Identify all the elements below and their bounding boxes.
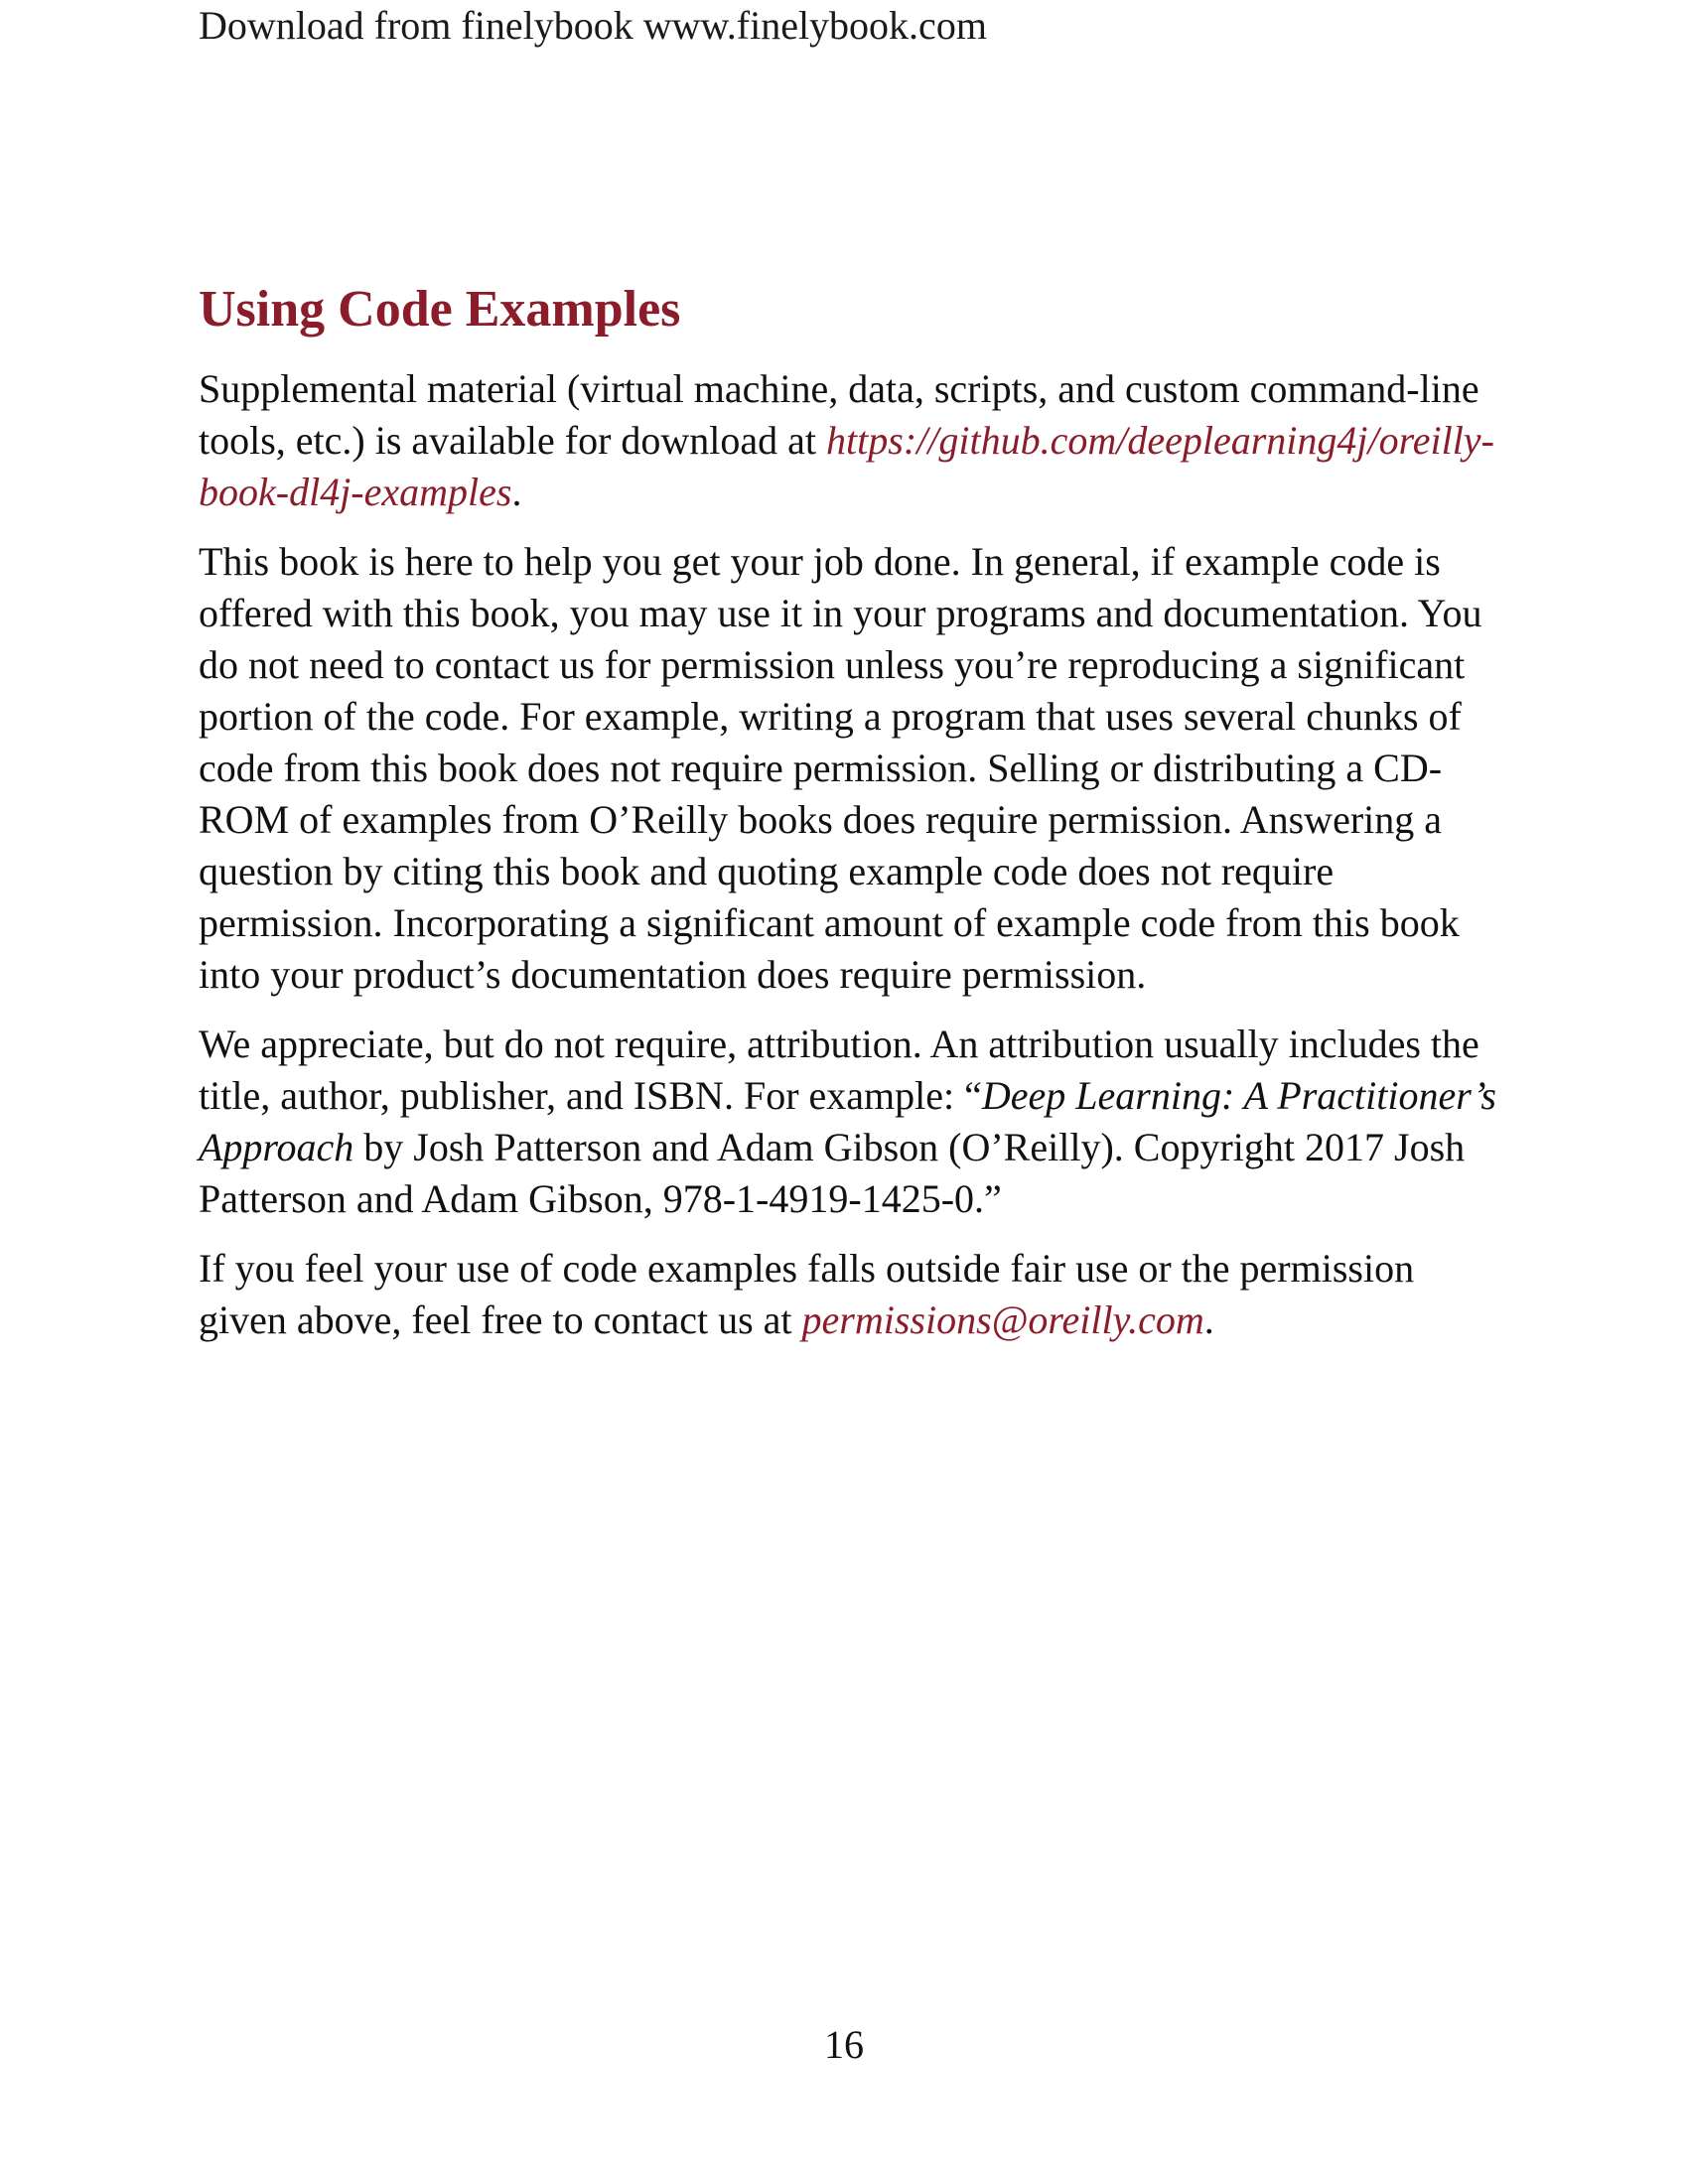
download-header: Download from finelybook www.finelybook.com xyxy=(199,3,987,48)
book-title: Deep Learning: A Practitioner’s Approach xyxy=(199,1073,1496,1169)
supplemental-text: Supplemental material (virtual machine, data, scripts, and custom command-line tools, etc.) is available for download at xyxy=(199,366,1479,463)
paragraph-permissions xyxy=(199,1243,1499,1346)
permissions-email-link[interactable]: permissions@oreilly.com xyxy=(801,1297,1204,1342)
supplemental-tail: . xyxy=(511,470,522,514)
attribution-tail: by Josh Patterson and Adam Gibson (O’Reilly). Copyright 2017 Josh Patterson and Adam Gibson, 978-1-4919-1425-0.” xyxy=(199,1125,1466,1221)
permissions-tail: . xyxy=(1203,1297,1214,1342)
github-link[interactable]: https://github.com/deeplearning4j/oreilly-book-dl4j-examples xyxy=(199,418,1494,514)
paragraph-supplemental xyxy=(199,363,1499,518)
page-content xyxy=(199,278,1499,1364)
attribution-text: We appreciate, but do not require, attribution. An attribution usually includes the title, author, publisher, and ISBN. For example: “ xyxy=(199,1022,1479,1118)
page-number: 16 xyxy=(824,2022,864,2067)
permissions-text: If you feel your use of code examples falls outside fair use or the permission given above, feel free to contact us at xyxy=(199,1246,1415,1342)
paragraph-attribution xyxy=(199,1019,1499,1225)
section-title: Using Code Examples xyxy=(199,281,681,338)
paragraph-usage: This book is here to help you get your job done. In general, if example code is offered with this book, you may use it in your programs and documentation. You do not need to contact us for permission unless you’re reproducing a significant portion of the code. For example, writing a program that uses several chunks of code from this book does not require permission. Selling or distributing a CD-ROM of examples from O’Reilly books does require permission. Answering a question by citing this book and quoting example code does not require permission. Incorporating a significant amount of example code from this book into your product’s documentation does require permission. xyxy=(199,539,1482,997)
